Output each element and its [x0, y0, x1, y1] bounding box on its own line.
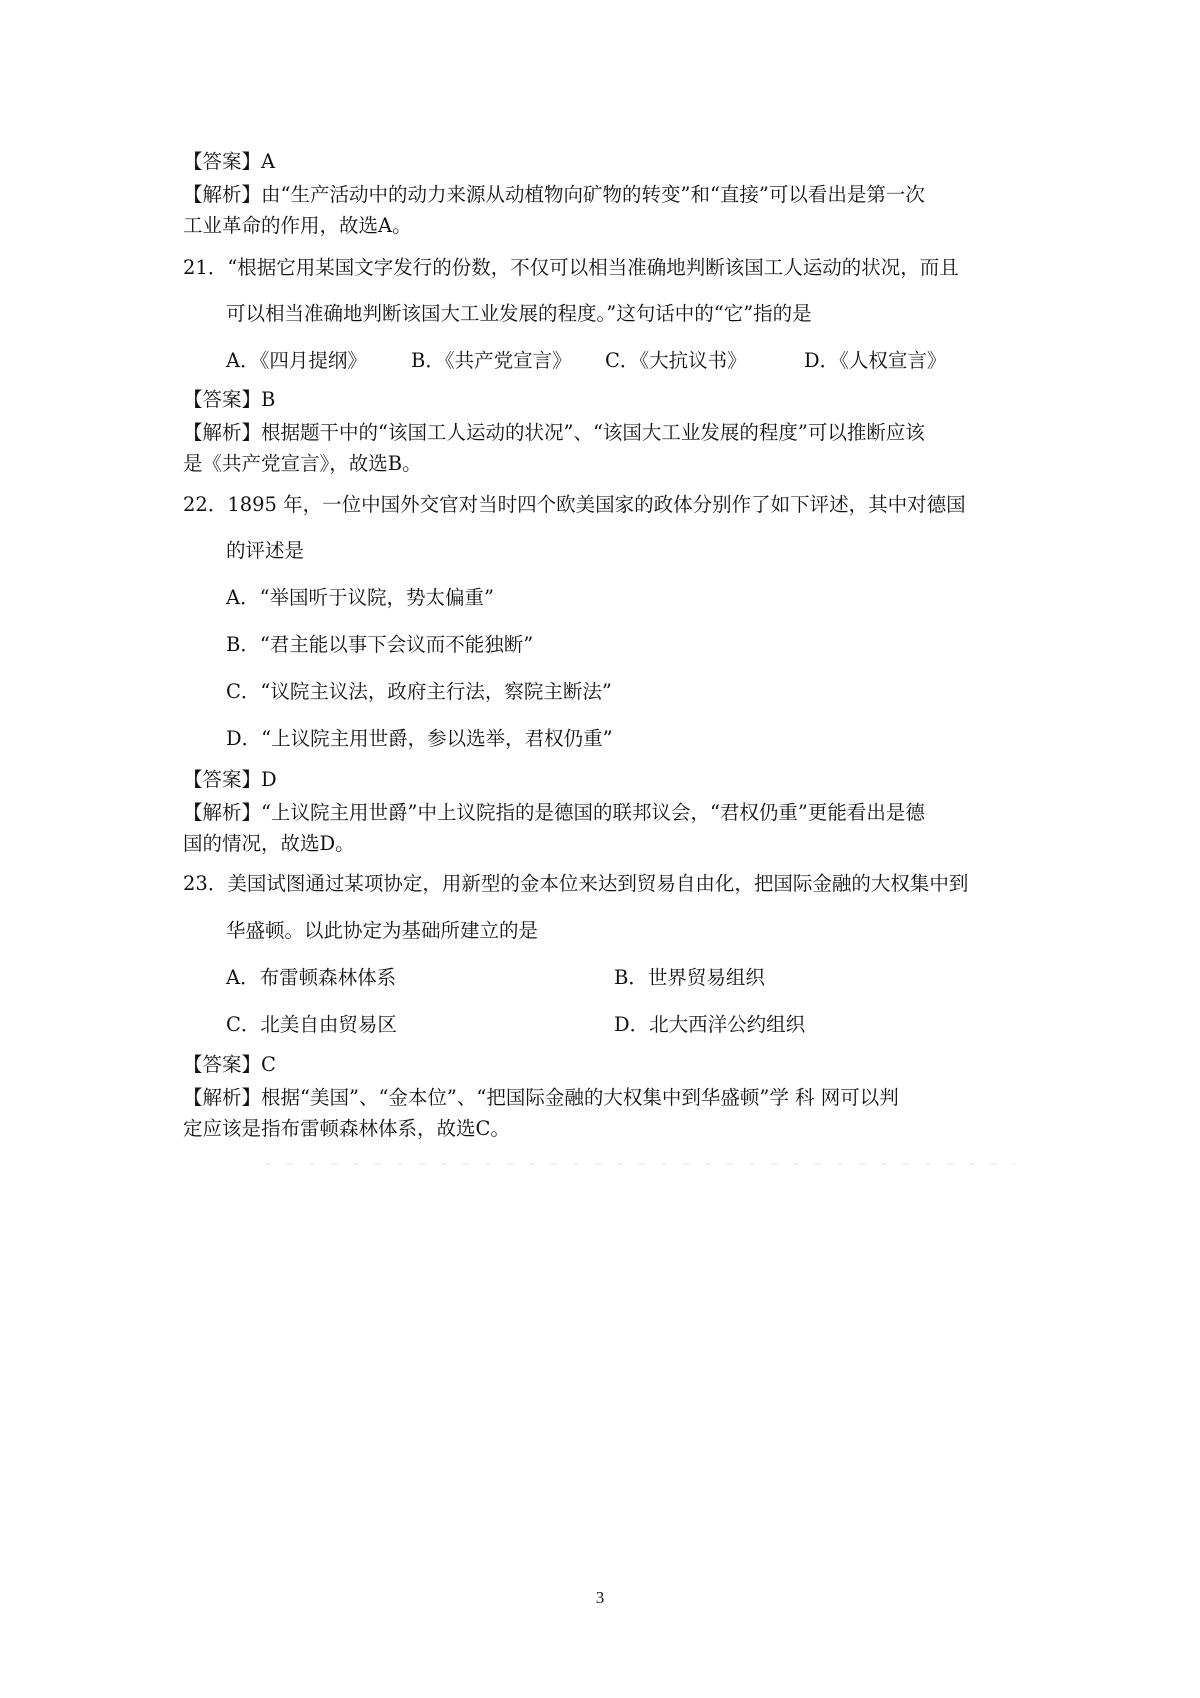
q22-option-b: B．“君主能以事下会议而不能独断”: [226, 633, 534, 656]
q22-stem-line-1: 22．1895 年，一位中国外交官对当时四个欧美国家的政体分别作了如下评述，其中对德国: [183, 493, 966, 516]
q21-analysis-line-2: 是《共产党宣言》，故选B。: [183, 452, 422, 475]
q21-analysis-line-1: 【解析】根据题干中的“该国工人运动的状况”、“该国大工业发展的程度”可以推断应该: [183, 421, 925, 444]
q20-analysis-line-2: 工业革命的作用，故选A。: [183, 214, 412, 237]
q23-option-c: C．北美自由贸易区: [226, 1013, 397, 1036]
q22-option-d: D．“上议院主用世爵，参以选举，君权仍重”: [226, 727, 613, 750]
q21-option-a: A．《四月提纲》: [226, 349, 367, 372]
q22-analysis-line-1: 【解析】“上议院主用世爵”中上议院指的是德国的联邦议会，“君权仍重”更能看出是德: [183, 801, 925, 824]
q21-option-c: C．《大抗议书》: [605, 349, 747, 372]
q22-option-c: C．“议院主议法，政府主行法，察院主断法”: [226, 680, 612, 703]
q20-analysis-line-1: 【解析】由“生产活动中的动力来源从动植物向矿物的转变”和“直接”可以看出是第一次: [183, 183, 925, 206]
q22-analysis-line-2: 国的情况，故选D。: [183, 832, 355, 855]
q23-option-d: D．北大西洋公约组织: [614, 1013, 806, 1036]
q23-answer: 【答案】C: [183, 1053, 276, 1076]
q22-answer: 【答案】D: [183, 768, 277, 791]
q23-option-b: B．世界贸易组织: [614, 966, 765, 989]
q23-option-a: A．布雷顿森林体系: [226, 966, 397, 989]
q23-stem-line-2: 华盛顿。以此协定为基础所建立的是: [226, 919, 539, 942]
q23-analysis-line-2: 定应该是指布雷顿森林体系，故选C。: [183, 1117, 510, 1140]
q21-answer: 【答案】B: [183, 388, 276, 411]
q21-stem-line-1: 21．“根据它用某国文字发行的份数，不仅可以相当准确地判断该国工人运动的状况，而且: [183, 256, 959, 279]
q22-stem-line-2: 的评述是: [226, 539, 305, 562]
q21-option-d: D．《人权宣言》: [804, 349, 947, 372]
q21-option-b: B．《共产党宣言》: [411, 349, 572, 372]
q23-stem-line-1: 23．美国试图通过某项协定，用新型的金本位来达到贸易自由化，把国际金融的大权集中到: [183, 872, 969, 895]
q21-stem-line-2: 可以相当准确地判断该国大工业发展的程度。”这句话中的“它”指的是: [226, 302, 812, 325]
page-number: 3: [595, 1588, 605, 1607]
q20-answer: 【答案】A: [183, 150, 276, 173]
q23-analysis-line-1: 【解析】根据“美国”、“金本位”、“把国际金融的大权集中到华盛顿”学 科 网可以判: [183, 1086, 899, 1109]
q22-option-a: A．“举国听于议院，势太偏重”: [226, 586, 495, 609]
scan-artifact-divider: [265, 1163, 1015, 1165]
